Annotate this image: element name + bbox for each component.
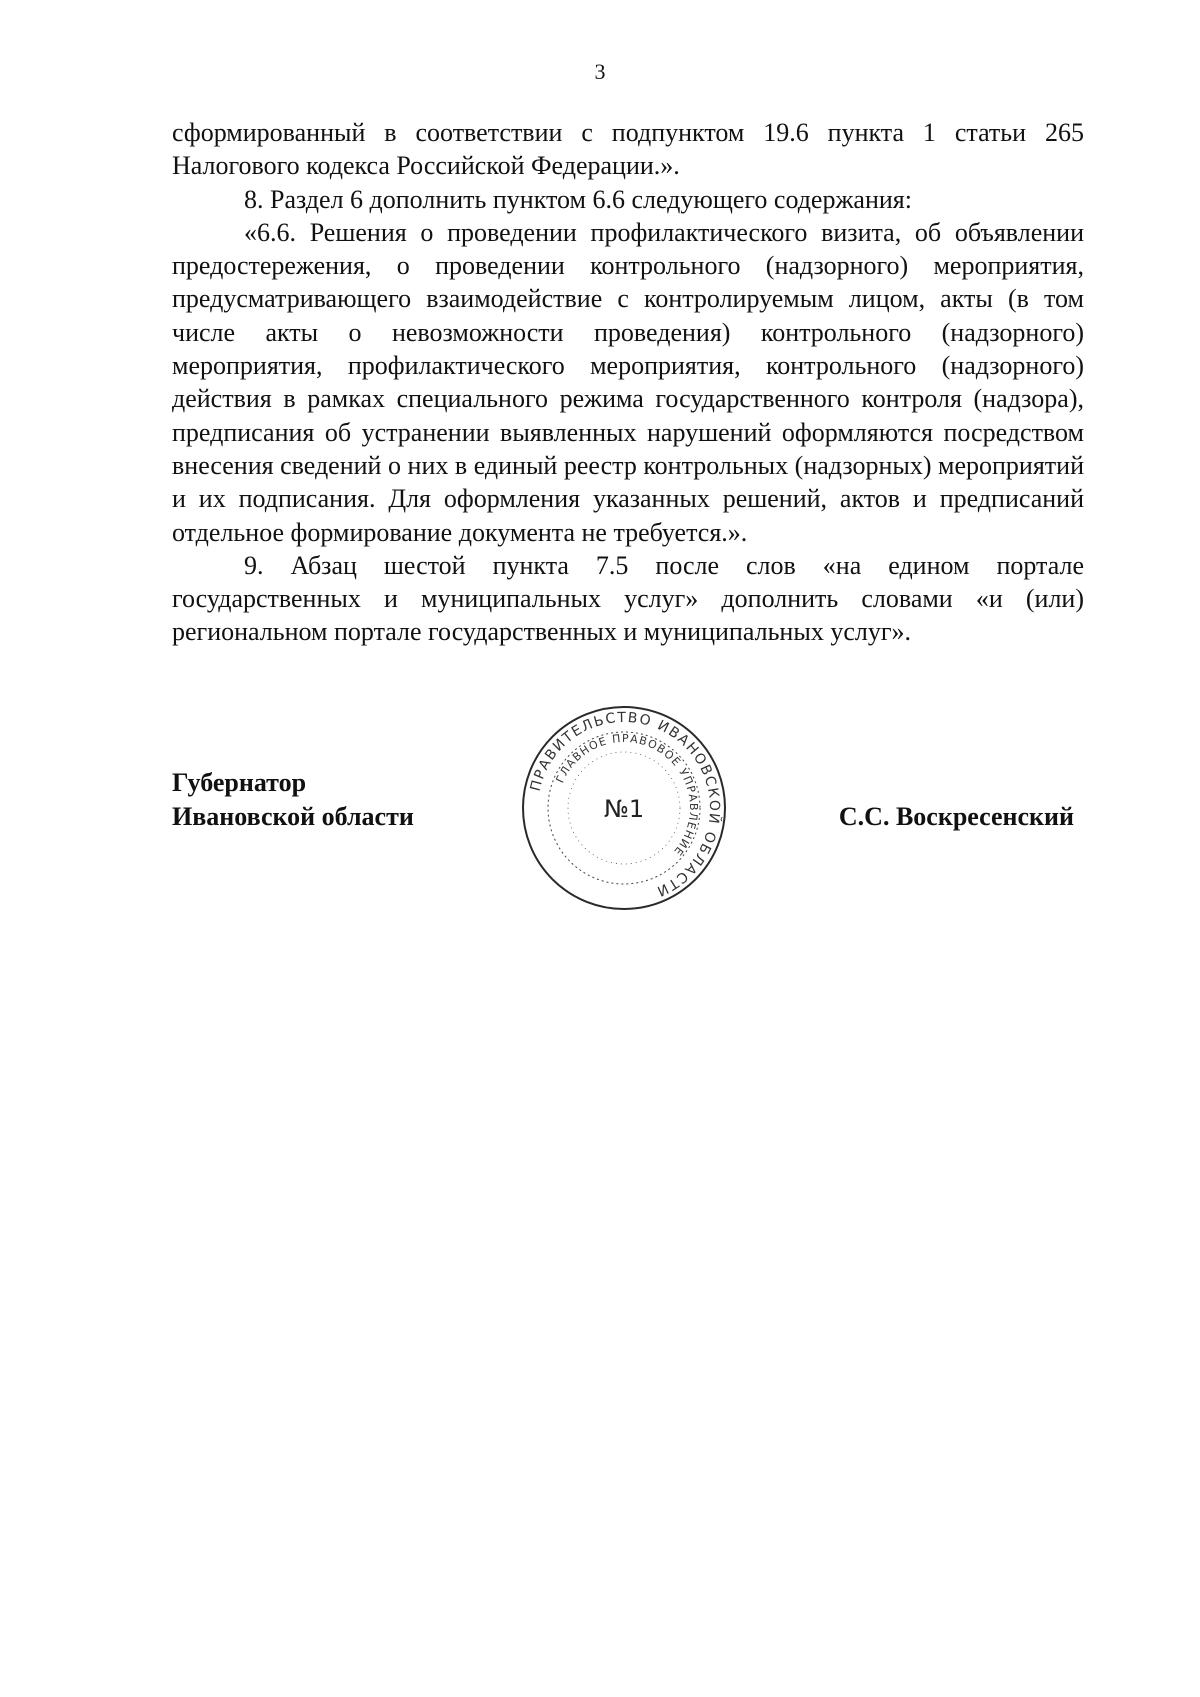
page-number: 3 (594, 59, 606, 84)
stamp-number: №1 (603, 795, 645, 823)
paragraph-item-8: 8. Раздел 6 дополнить пунктом 6.6 следующего содержания: (244, 184, 912, 214)
paragraph-item-6-6: «6.6. Решения о проведении профилактического визита, об объявлении предостережения, о проведении контрольного (надзорного) мероприятия, предусматривающего взаимодействие с контролируемым лицом, акты (в том числе акты о невозможности проведения) контрольного (надзорного) мероприятия, профилактического мероприятия, контрольного (надзорного) действия в рамках специального режима государственного контроля (надзора), предписания об устранении выявленных нарушений оформляются посредством внесения сведений о них в единый реестр контрольных (надзорных) мероприятий и их подписания. Для оформления указанных решений, актов и предписаний отдельное формирование документа не требуется.». (172, 217, 1084, 547)
official-stamp (518, 702, 730, 914)
signatory-title (172, 766, 414, 834)
paragraph-item-9: 9. Абзац шестой пункта 7.5 после слов «на едином портале государственных и муниципальных услуг» дополнить словами «и (или) региональном портале государственных и муниципальных услуг». (172, 550, 1084, 647)
document-body (172, 116, 1084, 649)
stamp-inner-text: ГЛАВНОЕ ПРАВОВОЕ УПРАВЛЕНИЕ (553, 731, 701, 859)
signatory-title-line-1: Губернатор (172, 768, 307, 797)
signatory-name: С.С. Воскресенский (838, 802, 1074, 831)
paragraph-continuation: сформированный в соответствии с подпунктом 19.6 пункта 1 статьи 265 Налогового кодекса Российской Федерации.». (172, 118, 1084, 181)
stamp-outer-text: ПРАВИТЕЛЬСТВО ИВАНОВСКОЙ ОБЛАСТИ (527, 709, 723, 900)
signatory-title-line-2: Ивановской области (172, 802, 414, 831)
